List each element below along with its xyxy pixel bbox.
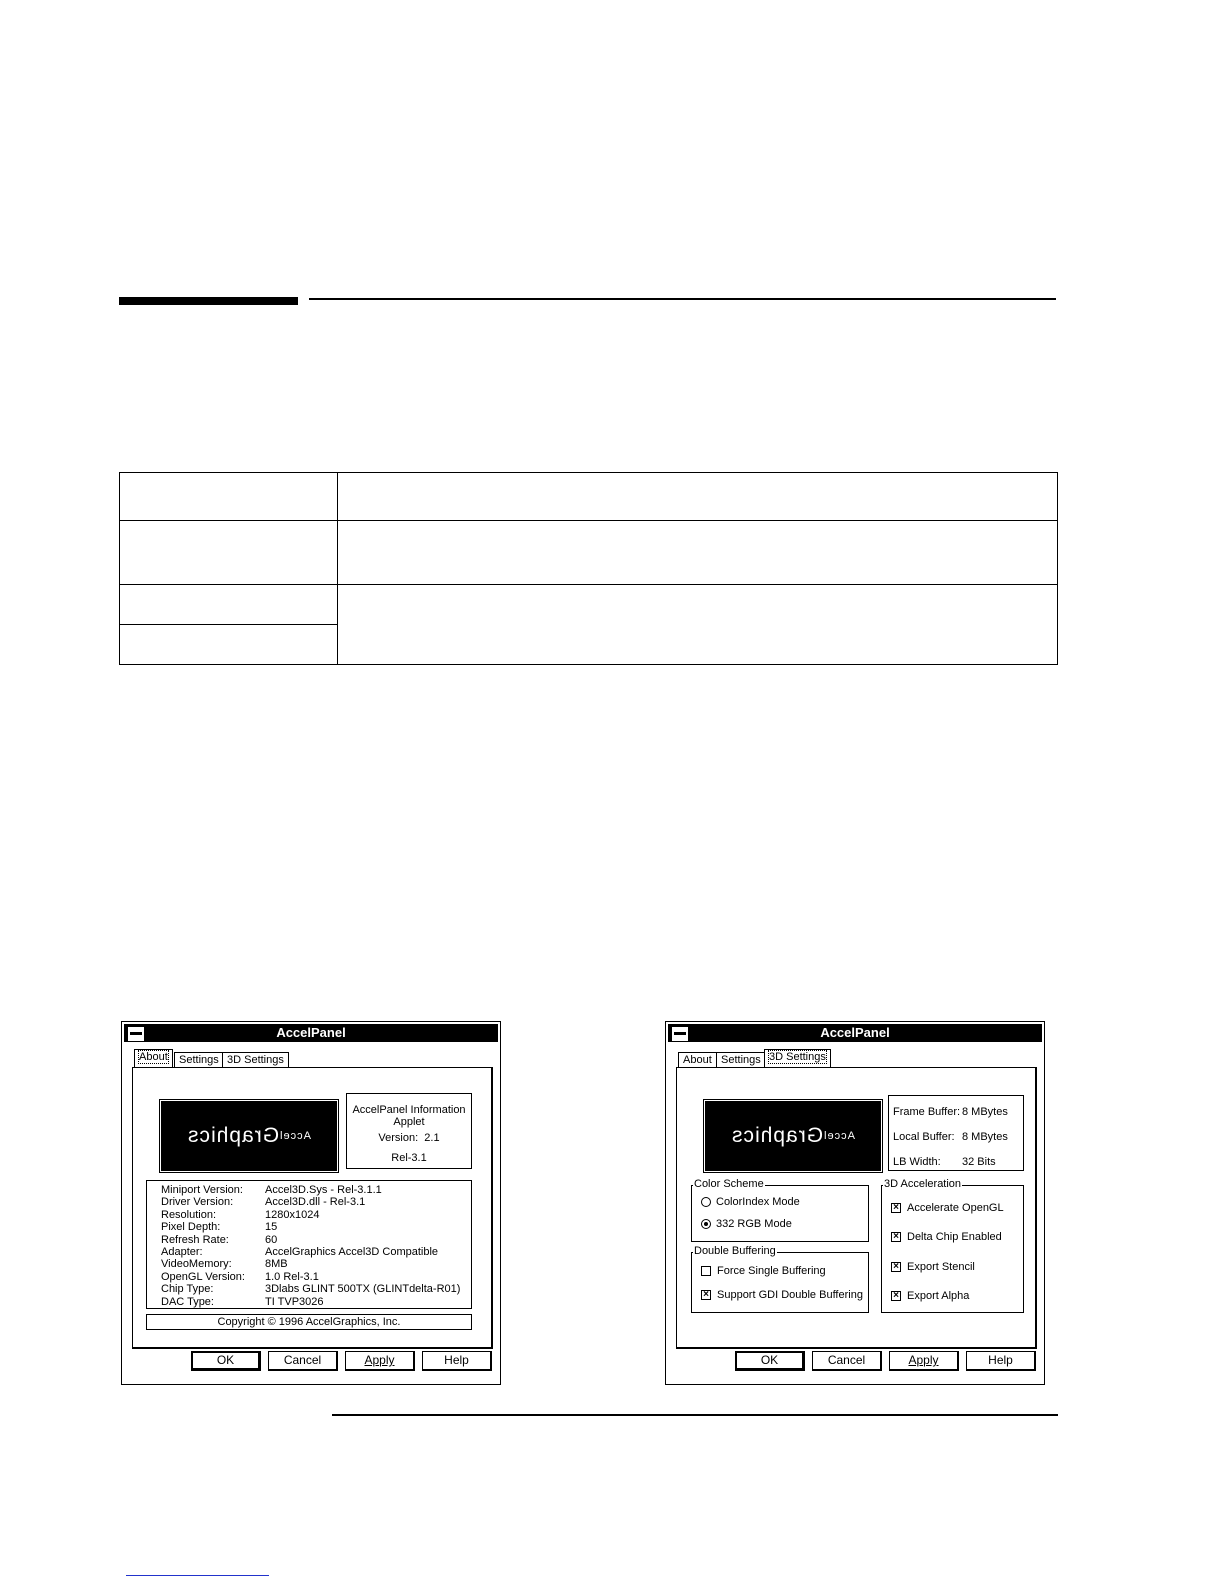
force-single-buffering-checkbox[interactable]: Force Single Buffering: [701, 1265, 826, 1277]
rgb-332-mode-radio[interactable]: 332 RGB Mode: [701, 1218, 792, 1230]
system-info-key: Chip Type:: [161, 1283, 214, 1296]
support-gdi-double-buffering-checkbox[interactable]: × Support GDI Double Buffering: [701, 1289, 863, 1301]
memory-info-key: Frame Buffer:: [893, 1106, 961, 1118]
version-value: 2.1: [424, 1132, 440, 1144]
table-cell: [120, 585, 338, 625]
radio-icon: [701, 1197, 711, 1207]
footer-link-underline: [126, 1575, 269, 1576]
delta-chip-enabled-checkbox[interactable]: × Delta Chip Enabled: [891, 1231, 1002, 1243]
apply-button[interactable]: Apply: [889, 1351, 959, 1371]
checkbox-checked-icon: ×: [891, 1262, 901, 1272]
table-cell: [338, 585, 1058, 665]
system-info-key: Driver Version:: [161, 1196, 234, 1209]
system-menu-icon[interactable]: [127, 1026, 145, 1042]
title-bar[interactable]: [668, 1024, 1042, 1042]
memory-info-row: [893, 1131, 1023, 1143]
ok-button[interactable]: OK: [735, 1351, 805, 1371]
accelpanel-about-dialog: [121, 1021, 501, 1385]
tab-3d-settings[interactable]: 3D Settings: [764, 1049, 831, 1068]
version-label: Version:: [378, 1132, 419, 1144]
system-info-key: Pixel Depth:: [161, 1221, 221, 1234]
tab-3d-settings[interactable]: 3D Settings: [222, 1052, 289, 1068]
memory-info-value: 8 MBytes: [962, 1106, 1008, 1118]
tab-settings[interactable]: Settings: [716, 1052, 766, 1068]
section-rule-thick: [119, 297, 298, 305]
window-title: AccelPanel: [276, 1025, 346, 1040]
system-info-value: Accel3D.dll - Rel-3.1: [265, 1196, 366, 1209]
system-menu-icon[interactable]: [671, 1026, 689, 1042]
table-cell: [120, 521, 338, 585]
3d-settings-panel: [676, 1067, 1037, 1349]
applet-name-line1: AccelPanel Information: [352, 1104, 466, 1116]
apply-button[interactable]: Apply: [345, 1351, 415, 1371]
checkbox-icon: [701, 1266, 711, 1276]
checkbox-checked-icon: ×: [891, 1291, 901, 1301]
title-bar[interactable]: [124, 1024, 498, 1042]
system-info-key: Resolution:: [161, 1208, 217, 1221]
table-cell: [338, 521, 1058, 585]
memory-info-box: [888, 1095, 1024, 1171]
cancel-button[interactable]: Cancel: [812, 1351, 882, 1371]
system-info-key: DAC Type:: [161, 1295, 214, 1308]
system-info-value: Accel3D.Sys - Rel-3.1.1: [265, 1184, 382, 1196]
footer-rule: [332, 1414, 1058, 1416]
3d-acceleration-group: [881, 1178, 1024, 1313]
checkbox-checked-icon: ×: [891, 1203, 901, 1213]
system-info-value: 15: [265, 1221, 278, 1234]
system-info-value: 1.0 Rel-3.1: [265, 1270, 319, 1283]
accelgraphics-logo: Accel Graphics: [705, 1101, 881, 1171]
system-info-value: AccelGraphics Accel3D Compatible: [265, 1246, 439, 1258]
ok-button[interactable]: OK: [191, 1351, 261, 1371]
system-info-box: [146, 1180, 472, 1309]
checkbox-checked-icon: ×: [701, 1290, 711, 1300]
section-rule-thin: [309, 298, 1056, 300]
export-stencil-checkbox[interactable]: × Export Stencil: [891, 1261, 975, 1273]
double-buffering-label: Double Buffering: [694, 1245, 776, 1257]
cancel-button[interactable]: Cancel: [268, 1351, 338, 1371]
about-panel: [132, 1067, 493, 1349]
help-button[interactable]: Help: [422, 1351, 492, 1371]
memory-info-key: LB Width:: [893, 1156, 941, 1168]
system-info-value: TI TVP3026: [265, 1295, 324, 1308]
applet-name-line2: Applet: [393, 1116, 425, 1128]
accelgraphics-logo: Accel Graphics: [161, 1101, 337, 1171]
system-info-value: 1280x1024: [265, 1208, 320, 1221]
system-info-key: Miniport Version:: [161, 1184, 243, 1196]
memory-info-value: 8 MBytes: [962, 1131, 1008, 1143]
table-cell: [120, 625, 338, 665]
table-cell: [338, 473, 1058, 521]
applet-info-box: [346, 1093, 472, 1169]
color-scheme-label: Color Scheme: [694, 1178, 764, 1190]
info-table: [119, 472, 1058, 665]
accelerate-opengl-checkbox[interactable]: × Accelerate OpenGL: [891, 1202, 1004, 1214]
double-buffering-group: [691, 1245, 869, 1313]
radio-selected-icon: [701, 1219, 711, 1229]
system-info-key: Refresh Rate:: [161, 1233, 229, 1246]
system-info-key: OpenGL Version:: [161, 1270, 245, 1283]
colorindex-mode-radio[interactable]: ColorIndex Mode: [701, 1196, 800, 1208]
system-info-value: 60: [265, 1233, 278, 1246]
memory-info-key: Local Buffer:: [893, 1131, 955, 1143]
tab-about[interactable]: About: [134, 1049, 173, 1068]
tab-about[interactable]: About: [678, 1052, 717, 1068]
memory-info-value: 32 Bits: [962, 1156, 996, 1168]
system-info-key: VideoMemory:: [161, 1258, 232, 1271]
help-button[interactable]: Help: [966, 1351, 1036, 1371]
3d-acceleration-label: 3D Acceleration: [884, 1178, 962, 1190]
checkbox-checked-icon: ×: [891, 1232, 901, 1242]
export-alpha-checkbox[interactable]: × Export Alpha: [891, 1290, 969, 1302]
memory-info-row: [893, 1156, 1023, 1168]
table-cell: [120, 473, 338, 521]
system-info-value: 8MB: [265, 1258, 288, 1271]
window-title: AccelPanel: [820, 1025, 890, 1040]
color-scheme-group: [691, 1178, 869, 1242]
system-info-key: Adapter:: [161, 1246, 203, 1258]
system-info-value: 3Dlabs GLINT 500TX (GLINTdelta-R01): [265, 1283, 461, 1296]
tab-settings[interactable]: Settings: [174, 1052, 224, 1068]
release-label: Rel-3.1: [391, 1152, 427, 1164]
copyright-text: Copyright © 1996 AccelGraphics, Inc.: [146, 1314, 472, 1330]
accelpanel-3d-settings-dialog: [665, 1021, 1045, 1385]
memory-info-row: [893, 1106, 1023, 1118]
